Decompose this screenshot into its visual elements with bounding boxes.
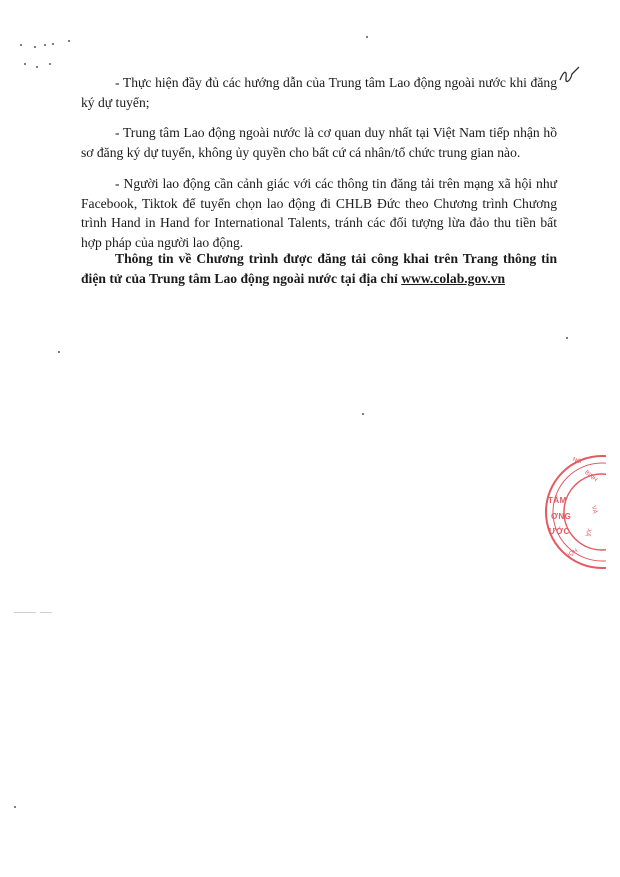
paragraph-1 <box>81 73 557 112</box>
website-link[interactable]: www.colab.gov.vn <box>401 270 506 286</box>
paragraph-1-text: - Thực hiện đầy đủ các hướng dẫn của Trung tâm Lao động ngoài nước khi đăng ký dự tuyển; <box>81 75 557 110</box>
scan-line <box>14 612 36 613</box>
closing-text: Thông tin về Chương trình được đăng tải công khai trên Trang thông tin điện tử của Trung tâm Lao động ngoài nước tại địa chỉ <box>81 251 557 286</box>
paragraph-2-text: - Trung tâm Lao động ngoài nước là cơ quan duy nhất tại Việt Nam tiếp nhận hồ sơ đăng ký dự tuyển, không ủy quyền cho bất cứ cá nhân/tổ chức trung gian nào. <box>81 125 557 160</box>
paragraph-3 <box>81 174 557 252</box>
stamp-line-1: TÂM <box>548 496 567 505</box>
svg-text:VÀ: VÀ <box>590 505 598 515</box>
stamp-line-3: ƯỚC <box>549 527 570 536</box>
scan-line <box>40 612 52 613</box>
svg-text:NG: NG <box>571 456 582 466</box>
closing-paragraph <box>81 249 557 288</box>
stamp-line-2: ƠNG <box>551 512 572 521</box>
paragraph-3-text: - Người lao động cần cảnh giác với các thông tin đăng tải trên mạng xã hội như Facebook, Tiktok để tuyển chọn lao động đi CHLB Đức theo Chương trình Chương trình Hand in Hand for International Talents, tránh các đối tượng lừa đảo thu tiền bất hợp pháp của người lao động. <box>81 176 557 250</box>
handwritten-mark-icon <box>558 64 582 88</box>
svg-text:HỘI: HỘI <box>565 546 578 557</box>
paragraph-2 <box>81 123 557 162</box>
svg-text:XÃ: XÃ <box>583 527 592 537</box>
svg-text:BINH: BINH <box>583 469 599 484</box>
